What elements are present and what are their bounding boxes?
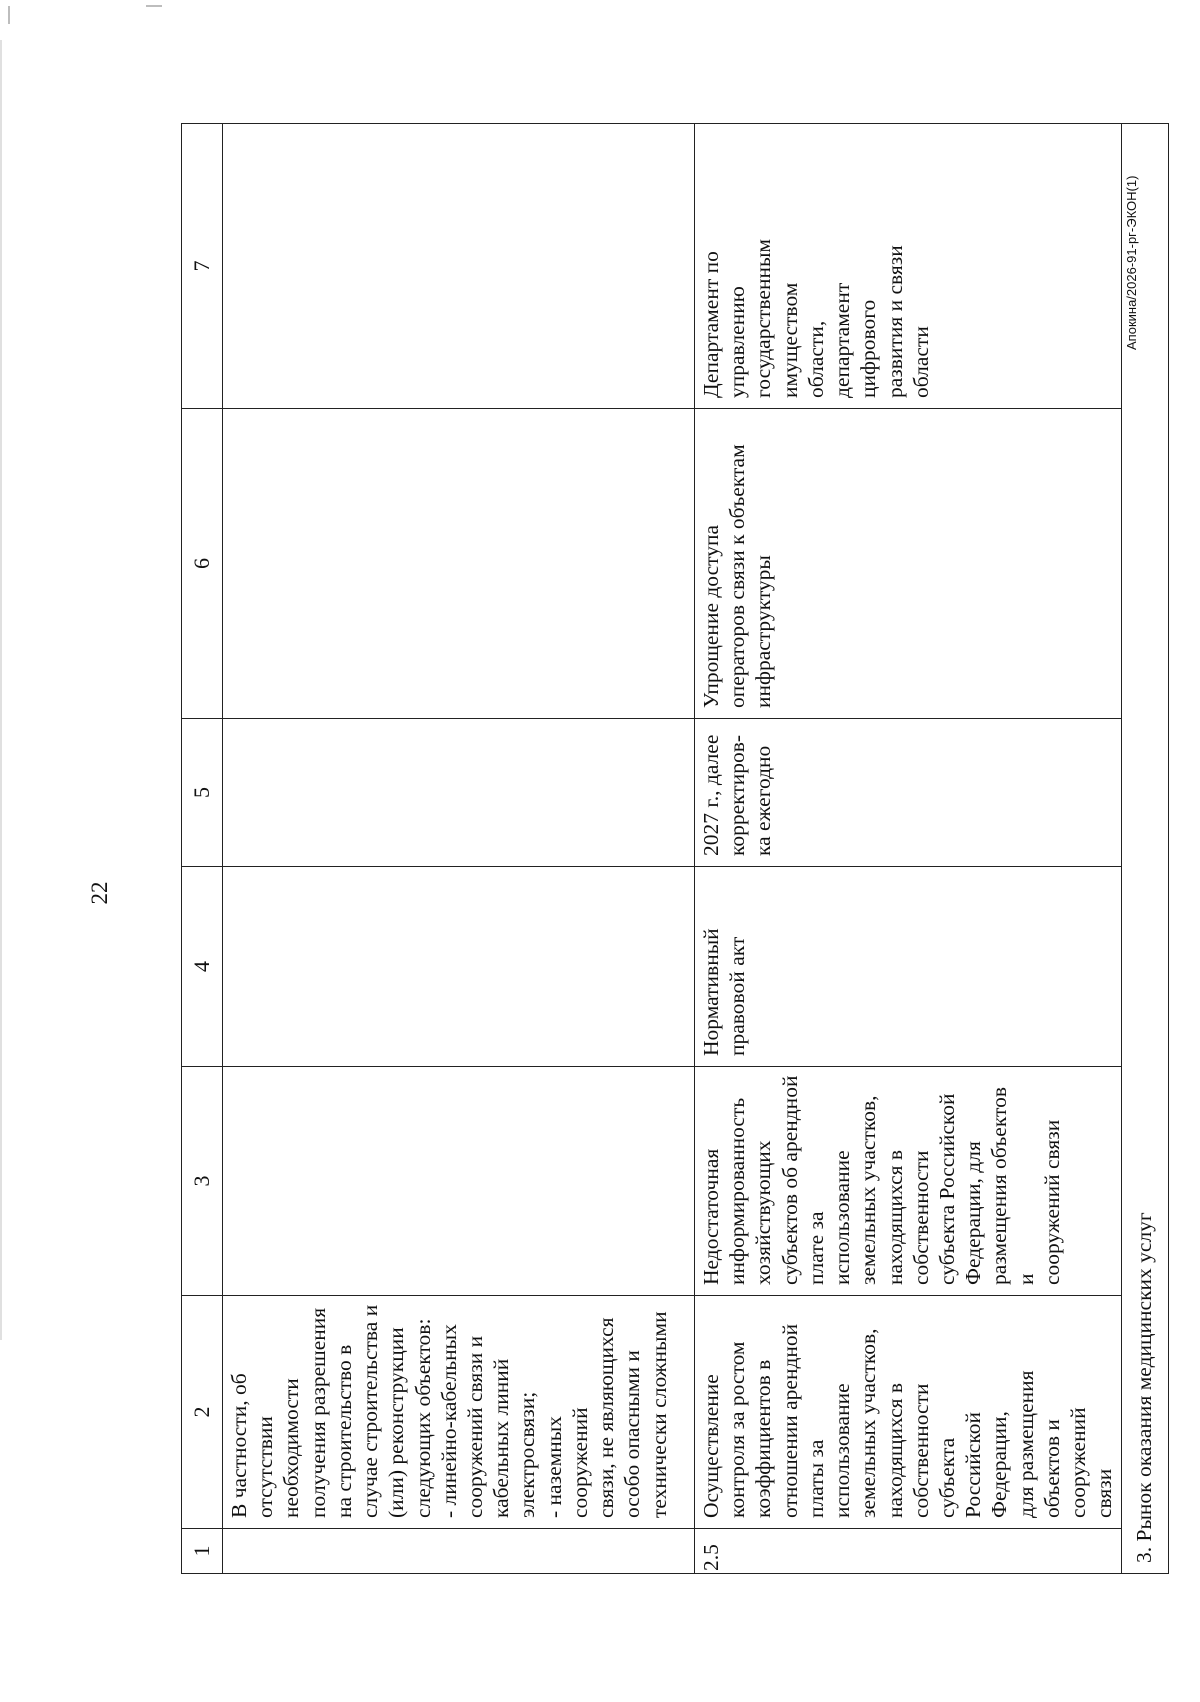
scan-mark bbox=[8, 6, 10, 24]
table-row-2-5 bbox=[695, 124, 1122, 1574]
measures-table bbox=[181, 123, 1169, 1574]
col-header-3: 3 bbox=[182, 1067, 223, 1296]
col-header-6: 6 bbox=[182, 409, 223, 719]
page-number: 22 bbox=[87, 881, 112, 905]
cell-number bbox=[223, 1529, 695, 1574]
section-heading: 3. Рынок оказания медицинских услуг bbox=[1121, 124, 1168, 1574]
table-row-continuation bbox=[223, 124, 695, 1574]
col-header-4: 4 bbox=[182, 867, 223, 1067]
col-header-2: 2 bbox=[182, 1296, 223, 1529]
cell-document-type bbox=[223, 867, 695, 1067]
section-heading-row bbox=[1121, 124, 1168, 1574]
cell-measure: Осуществление контроля за ростом коэффициентов в отношении арендной платы за использование земельных участков, находящихся в собственности субъекта Российской Федерации, для размещения объектов и сооружений связи bbox=[695, 1296, 1122, 1529]
cell-deadline bbox=[223, 719, 695, 867]
column-number-row bbox=[182, 124, 223, 1574]
cell-number: 2.5 bbox=[695, 1529, 1122, 1574]
scan-mark bbox=[0, 40, 2, 1340]
col-header-1: 1 bbox=[182, 1529, 223, 1574]
cell-result: Упрощение доступа операторов связи к объектам инфраструктуры bbox=[695, 409, 1122, 719]
cell-deadline: 2027 г., далее корректиров- ка ежегодно bbox=[695, 719, 1122, 867]
cell-problem: Недостаточная информированность хозяйствующих субъектов об арендной плате за использование земельных участков, находящихся в собственности субъекта Российской Федерации, для размещения объектов и сооружений связи bbox=[695, 1067, 1122, 1296]
cell-problem bbox=[223, 1067, 695, 1296]
col-header-5: 5 bbox=[182, 719, 223, 867]
scan-mark bbox=[146, 5, 162, 7]
cell-responsible bbox=[223, 124, 695, 409]
cell-measure: В частности, об отсутствии необходимости получения разрешения на строительство в случае строительства и (или) реконструкции следующих объектов: - линейно-кабельных сооружений связи и кабельных линий электросвязи; - наземных сооружений связи, не являющихся особо опасными и технически сложными bbox=[223, 1296, 695, 1529]
col-header-7: 7 bbox=[182, 124, 223, 409]
cell-responsible: Департамент по управлению государственным имуществом области, департамент цифрового развития и связи области bbox=[695, 124, 1122, 409]
cell-document-type: Нормативный правовой акт bbox=[695, 867, 1122, 1067]
cell-result bbox=[223, 409, 695, 719]
document-reference-wrap: Апокина/2026-91-рг-ЭКОН(1) bbox=[1124, 175, 1139, 350]
